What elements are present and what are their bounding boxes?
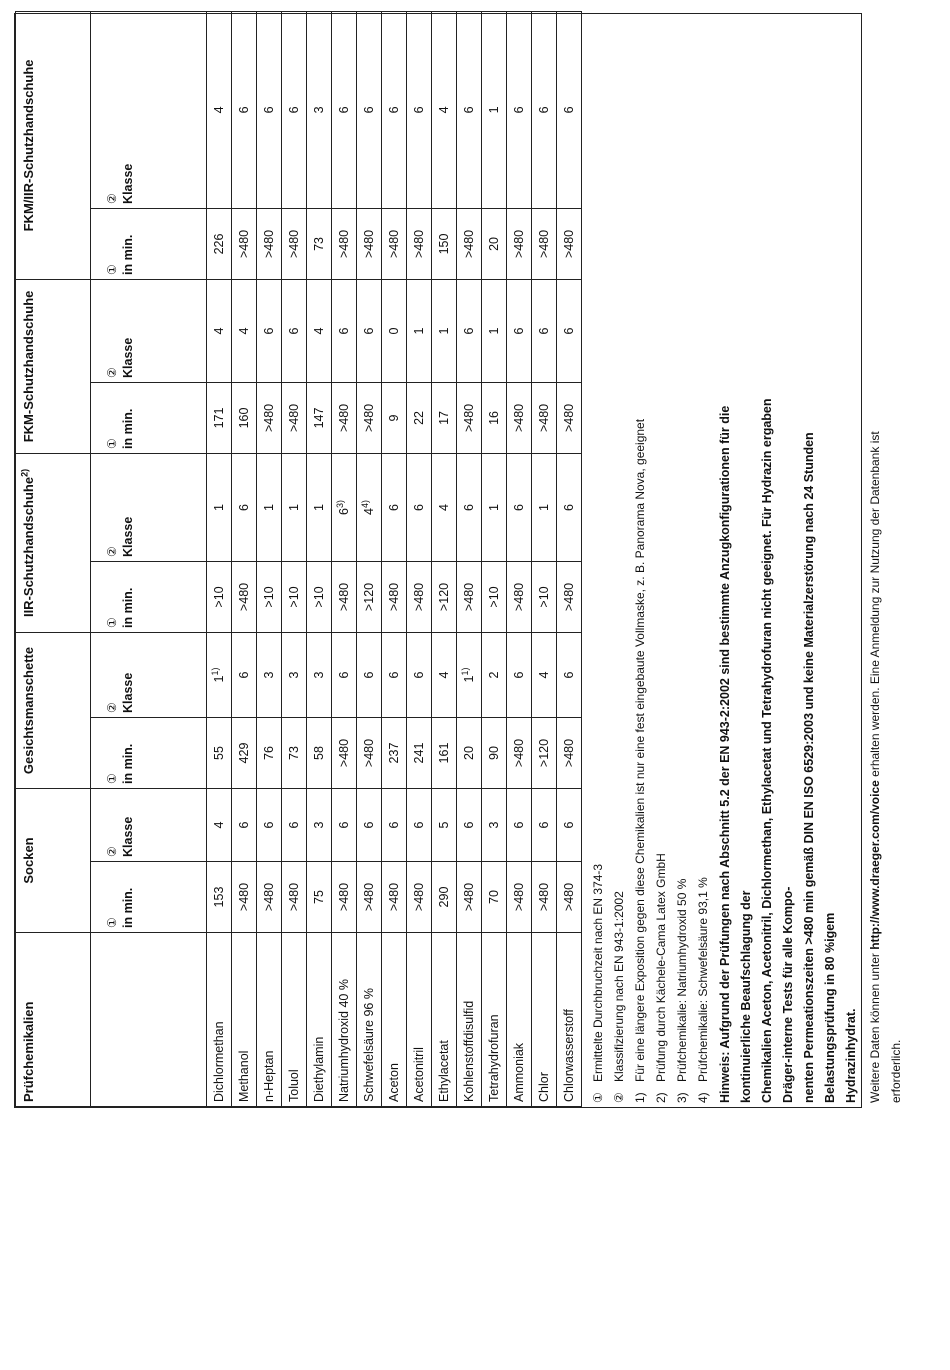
table-cell: 6 xyxy=(357,11,382,208)
table-cell: >480 xyxy=(557,561,582,632)
table-cell: >480 xyxy=(407,561,432,632)
table-cell: 6 xyxy=(282,279,307,382)
footnote: 1) Für eine längere Exposition gegen diese Chemikalien ist nur eine fest eingebaute Vollmaske, z. B. Panorama Nova, geeignet xyxy=(633,418,647,1103)
header-fkm-schutzhandschuhe: FKM-Schutzhandschuhe xyxy=(16,279,91,453)
table-cell: >480 xyxy=(557,208,582,279)
table-cell: >480 xyxy=(532,208,557,279)
table-cell: >480 xyxy=(332,561,357,632)
table-cell: 6 xyxy=(557,11,582,208)
chemical-name: Ethylacetat xyxy=(432,933,457,1107)
table-cell: 5 xyxy=(432,789,457,862)
table-cell: 4 xyxy=(207,789,232,862)
table-row xyxy=(557,11,582,1106)
table-cell: 1 xyxy=(307,453,332,561)
chemical-name: Chlor xyxy=(532,933,557,1107)
subheader-class: ② Klasse xyxy=(91,632,207,717)
table-cell: 6 xyxy=(382,11,407,208)
chemical-name: Aceton xyxy=(382,933,407,1107)
subheader-time: ① in min. xyxy=(91,561,207,632)
table-cell: 6 xyxy=(557,789,582,862)
table-cell: >10 xyxy=(532,561,557,632)
footnote: ② Klassifizierung nach EN 943-1:2002 xyxy=(612,891,626,1103)
table-cell: 1 xyxy=(432,279,457,382)
table-cell: 3 xyxy=(307,789,332,862)
table-cell: 20 xyxy=(457,718,482,789)
table-cell: 1 xyxy=(282,453,307,561)
table-cell: 4 xyxy=(532,632,557,717)
table-cell: 6 xyxy=(332,11,357,208)
table-cell: 6 xyxy=(257,279,282,382)
table-cell: >480 xyxy=(532,382,557,453)
table-cell: >480 xyxy=(507,862,532,933)
table-cell: >480 xyxy=(507,208,532,279)
chemical-name: Methanol xyxy=(232,933,257,1107)
subheader-class: ② Klasse xyxy=(91,453,207,561)
table-cell: >480 xyxy=(257,382,282,453)
table-cell: 237 xyxy=(382,718,407,789)
table-cell: 6 xyxy=(232,453,257,561)
draeger-voice-link[interactable]: http://www.draeger.com/voice xyxy=(868,780,882,950)
subheader-class: ② Klasse xyxy=(91,789,207,862)
notes xyxy=(582,364,907,1107)
table-cell: 6 xyxy=(507,11,532,208)
table-cell: 6 xyxy=(457,789,482,862)
table-cell: 6 xyxy=(382,789,407,862)
chemical-name: Toluol xyxy=(282,933,307,1107)
table-row xyxy=(532,11,557,1106)
table-cell: 1 xyxy=(407,279,432,382)
footnote: 2) Prüfung durch Kächele-Cama Latex GmbH xyxy=(654,853,668,1103)
table-cell: 6 xyxy=(382,632,407,717)
table-cell: 4 xyxy=(307,279,332,382)
table-cell: 241 xyxy=(407,718,432,789)
table-cell: 6 xyxy=(557,632,582,717)
header-fkm-iir-schutzhandschuhe: FKM/IIR-Schutzhandschuhe xyxy=(16,11,91,279)
table-cell: 6 xyxy=(257,789,282,862)
table-cell: 17 xyxy=(432,382,457,453)
chemical-name: Kohlenstoffdisulfid xyxy=(457,933,482,1107)
table-cell: 6 xyxy=(232,632,257,717)
rotated-page xyxy=(14,13,903,1108)
table-cell: 73 xyxy=(282,718,307,789)
table-cell: 76 xyxy=(257,718,282,789)
chemical-resistance-table xyxy=(15,11,582,1107)
table-cell: 90 xyxy=(482,718,507,789)
table-cell: 1 xyxy=(532,453,557,561)
footer-text: Weitere Daten können unter http://www.draeger.com/voice erhalten werden. Eine Anmeldung zur Nutzung der Datenbank ist erforderlich. xyxy=(868,431,903,1103)
table-cell: 6 xyxy=(232,11,257,208)
header-socken: Socken xyxy=(16,789,91,933)
table-row xyxy=(232,11,257,1106)
table-cell: >10 xyxy=(257,561,282,632)
subheader-time: ① in min. xyxy=(91,382,207,453)
blank-subheader xyxy=(91,933,207,1107)
table-cell: >480 xyxy=(557,382,582,453)
chemical-name: n-Heptan xyxy=(257,933,282,1107)
footnote: 3) Prüfchemikalie: Natriumhydroxid 50 % xyxy=(675,878,689,1103)
table-cell: 6 xyxy=(332,279,357,382)
table-cell: 1$^{1)}$ xyxy=(207,632,232,717)
table-cell: 4$^{4)}$ xyxy=(357,453,382,561)
table-cell: >480 xyxy=(357,208,382,279)
chemical-name: Acetonitril xyxy=(407,933,432,1107)
table-cell: >120 xyxy=(357,561,382,632)
footnote: 4) Prüfchemikalie: Schwefelsäure 93,1 % xyxy=(696,877,710,1103)
table-cell: 6 xyxy=(357,789,382,862)
table-cell: >480 xyxy=(232,208,257,279)
table-cell: 58 xyxy=(307,718,332,789)
table-cell: 6 xyxy=(357,632,382,717)
table-cell: 161 xyxy=(432,718,457,789)
table-row xyxy=(382,11,407,1106)
table-cell: 3 xyxy=(307,632,332,717)
table-cell: 6 xyxy=(507,279,532,382)
table-cell: 70 xyxy=(482,862,507,933)
header-gesichtsmanschette: Gesichtsmanschette xyxy=(16,632,91,788)
table-cell: 4 xyxy=(232,279,257,382)
table-cell: >480 xyxy=(257,208,282,279)
table-cell: 6 xyxy=(282,789,307,862)
table-row xyxy=(482,11,507,1106)
table-row xyxy=(357,11,382,1106)
table-cell: 2 xyxy=(482,632,507,717)
table-cell: >120 xyxy=(432,561,457,632)
table-cell: >480 xyxy=(332,382,357,453)
table-cell: 3 xyxy=(257,632,282,717)
table-cell: 6 xyxy=(407,453,432,561)
chemical-name: Dichlormethan xyxy=(207,933,232,1107)
table-cell: 6 xyxy=(232,789,257,862)
table-cell: 6 xyxy=(532,279,557,382)
table-cell: >480 xyxy=(332,208,357,279)
footnote-list xyxy=(588,368,714,1103)
table-cell: 6 xyxy=(532,789,557,862)
table-cell: >480 xyxy=(282,208,307,279)
table-cell: 6 xyxy=(532,11,557,208)
table-cell: >480 xyxy=(507,382,532,453)
table-row xyxy=(432,11,457,1106)
table-cell: 4 xyxy=(432,11,457,208)
chemical-name: Diethylamin xyxy=(307,933,332,1107)
chemical-name: Ammoniak xyxy=(507,933,532,1107)
subheader-class: ② Klasse xyxy=(91,279,207,382)
table-cell: >480 xyxy=(357,718,382,789)
table-cell: 226 xyxy=(207,208,232,279)
table-cell: 3 xyxy=(307,11,332,208)
table-cell: 9 xyxy=(382,382,407,453)
table-cell: >10 xyxy=(307,561,332,632)
table-cell: 6 xyxy=(557,453,582,561)
table-cell: >10 xyxy=(207,561,232,632)
table-cell: 55 xyxy=(207,718,232,789)
table-cell: 0 xyxy=(382,279,407,382)
table-cell: 6 xyxy=(407,632,432,717)
table-cell: 1 xyxy=(482,279,507,382)
table-cell: 4 xyxy=(207,279,232,382)
table-cell: 6 xyxy=(332,632,357,717)
table-cell: >480 xyxy=(457,208,482,279)
table-cell: 1$^{1)}$ xyxy=(457,632,482,717)
table-cell: >480 xyxy=(382,561,407,632)
table-row xyxy=(507,11,532,1106)
table-row xyxy=(407,11,432,1106)
table-cell: >480 xyxy=(457,561,482,632)
table-cell: 73 xyxy=(307,208,332,279)
table-cell: >480 xyxy=(557,718,582,789)
table-cell: >480 xyxy=(382,208,407,279)
table-cell: >480 xyxy=(382,862,407,933)
table-cell: 3 xyxy=(482,789,507,862)
table-cell: >480 xyxy=(282,862,307,933)
table-cell: >480 xyxy=(557,862,582,933)
table-cell: >120 xyxy=(532,718,557,789)
table-cell: 153 xyxy=(207,862,232,933)
chemical-name: Tetrahydrofuran xyxy=(482,933,507,1107)
table-row xyxy=(307,11,332,1106)
table-cell: >480 xyxy=(232,862,257,933)
table-cell: >10 xyxy=(482,561,507,632)
table-cell: 22 xyxy=(407,382,432,453)
table-cell: 6 xyxy=(407,789,432,862)
table-cell: 6 xyxy=(507,632,532,717)
table-cell: 290 xyxy=(432,862,457,933)
table-cell: 6 xyxy=(457,11,482,208)
table-cell: 20 xyxy=(482,208,507,279)
table-row xyxy=(282,11,307,1106)
table-cell: 6 xyxy=(332,789,357,862)
table-cell: >10 xyxy=(282,561,307,632)
chemical-name: Chlorwasserstoff xyxy=(557,933,582,1107)
table-cell: >480 xyxy=(457,862,482,933)
table-cell: 6 xyxy=(557,279,582,382)
table-cell: 160 xyxy=(232,382,257,453)
table-cell: 3 xyxy=(282,632,307,717)
table-cell: 6 xyxy=(407,11,432,208)
table-cell: >480 xyxy=(332,862,357,933)
table-cell: 1 xyxy=(207,453,232,561)
table-cell: 147 xyxy=(307,382,332,453)
subheader-time: ① in min. xyxy=(91,718,207,789)
table-cell: >480 xyxy=(282,382,307,453)
table-cell: 4 xyxy=(432,632,457,717)
table-row xyxy=(207,11,232,1106)
table-cell: 4 xyxy=(207,11,232,208)
table-row xyxy=(332,11,357,1106)
table-cell: 171 xyxy=(207,382,232,453)
table-cell: 6 xyxy=(257,11,282,208)
table-cell: 6$^{3)}$ xyxy=(332,453,357,561)
table-cell: 6 xyxy=(282,11,307,208)
chemicals-header: Prüfchemikalien xyxy=(16,933,91,1107)
table-body xyxy=(207,11,582,1106)
table-cell: >480 xyxy=(257,862,282,933)
table-cell: >480 xyxy=(357,382,382,453)
table-cell: 1 xyxy=(482,453,507,561)
chemical-name: Natriumhydroxid 40 % xyxy=(332,933,357,1107)
table-cell: >480 xyxy=(507,561,532,632)
table-cell: >480 xyxy=(232,561,257,632)
table-cell: 429 xyxy=(232,718,257,789)
table-cell: 1 xyxy=(257,453,282,561)
table-cell: 6 xyxy=(382,453,407,561)
footnote: ① Ermittelte Durchbruchzeit nach EN 374-3 xyxy=(591,863,605,1103)
chemical-name: Schwefelsäure 96 % xyxy=(357,933,382,1107)
table-row xyxy=(257,11,282,1106)
table-cell: 4 xyxy=(432,453,457,561)
table-row xyxy=(457,11,482,1106)
table-cell: >480 xyxy=(357,862,382,933)
table-cell: 6 xyxy=(457,453,482,561)
hinweis-text: Hinweis: Aufgrund der Prüfungen nach Abschnitt 5.2 der EN 943-2:2002 sind bestimmte Anzugkonfigurationen für die kontinuierliche Beaufschlagung der Chemikalien Aceton, Acetonitril, Dichlormethan, Ethylacetat und Tetrahydrofuran nicht geeignet. Für Hydrazin ergaben Dräger-interne Tests für alle Kompo- nenten Permeationszeiten >480 min gemäß DIN EN ISO 6529:2003 und keine Materialzerstörung nach 24 Stunden Belastungsprüfung in 80 %igem Hydrazinhydrat. xyxy=(718,398,858,1103)
table-cell: 75 xyxy=(307,862,332,933)
subheader-time: ① in min. xyxy=(91,862,207,933)
table-cell: 6 xyxy=(357,279,382,382)
table-cell: 16 xyxy=(482,382,507,453)
subheader-class: ② Klasse xyxy=(91,11,207,208)
table-cell: 1 xyxy=(482,11,507,208)
table-cell: 6 xyxy=(457,279,482,382)
subheader-time: ① in min. xyxy=(91,208,207,279)
table-cell: 150 xyxy=(432,208,457,279)
table-cell: >480 xyxy=(407,208,432,279)
header-iir-schutzhandschuhe: IIR-Schutzhandschuhe$^{2)}$ xyxy=(16,453,91,632)
table-cell: >480 xyxy=(332,718,357,789)
table-cell: >480 xyxy=(457,382,482,453)
table-cell: >480 xyxy=(532,862,557,933)
table-cell: >480 xyxy=(507,718,532,789)
subheader-row xyxy=(91,11,207,1106)
table-cell: >480 xyxy=(407,862,432,933)
table-cell: 6 xyxy=(507,789,532,862)
table-cell: 6 xyxy=(507,453,532,561)
